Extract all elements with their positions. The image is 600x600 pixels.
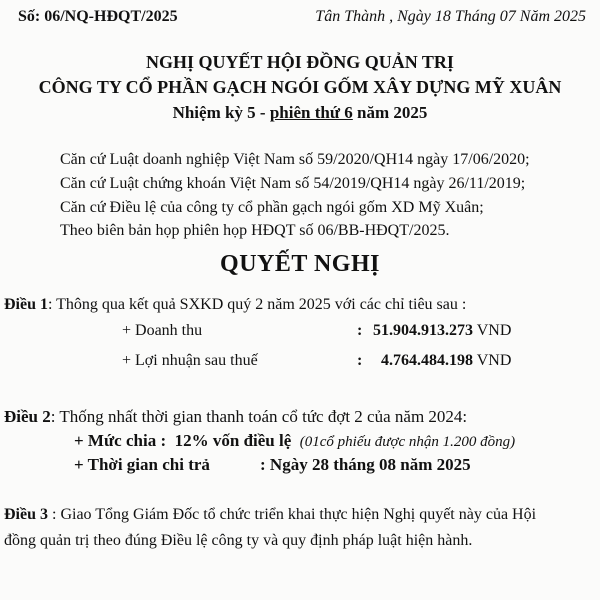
basis-line: Căn cứ Luật chứng khoán Việt Nam số 54/2019/QH14 ngày 26/11/2019; (60, 175, 526, 192)
article-3-line-1 (4, 506, 536, 524)
year-text: năm 2025 (352, 103, 428, 122)
title-line-1: NGHỊ QUYẾT HỘI ĐỒNG QUẢN TRỊ (146, 52, 454, 72)
article-2-text: : Thống nhất thời gian thanh toán cổ tức đợt 2 của năm 2024: (50, 407, 468, 426)
dividend-rate-label: + Mức chia : (74, 431, 167, 450)
term-text: Nhiệm kỳ 5 - (172, 103, 270, 122)
revenue-value (373, 322, 511, 340)
decision-heading: QUYẾT NGHỊ (220, 251, 380, 277)
payment-time-value: : Ngày 28 tháng 08 năm 2025 (260, 455, 471, 474)
basis-line: Theo biên bản họp phiên họp HĐQT số 06/BB-HĐQT/2025. (60, 222, 450, 239)
article-1-text: : Thông qua kết quả SXKD quý 2 năm 2025 với các chỉ tiêu sau : (48, 296, 467, 313)
revenue-unit: VND (476, 322, 512, 339)
article-1-label: Điều 1 (4, 296, 48, 313)
title-line-2: CÔNG TY CỔ PHẦN GẠCH NGÓI GỐM XÂY DỰNG MỸ XUÂN (38, 77, 562, 97)
profit-colon: : (357, 352, 363, 369)
dividend-rate-value: 12% vốn điều lệ (174, 431, 292, 450)
article-2 (4, 407, 467, 427)
dividend-rate-note: (01cổ phiếu được nhận 1.200 đồng) (299, 434, 516, 450)
article-2-label: Điều 2 (4, 407, 51, 426)
basis-line: Căn cứ Luật doanh nghiệp Việt Nam số 59/2020/QH14 ngày 17/06/2020; (60, 151, 530, 168)
revenue-amount: 51.904.913.273 (373, 322, 473, 339)
revenue-colon: : (357, 322, 363, 339)
document-number: Số: 06/NQ-HĐQT/2025 (18, 8, 178, 25)
basis-line: Căn cứ Điều lệ của công ty cổ phần gạch ngói gốm XD Mỹ Xuân; (60, 199, 484, 216)
article-3-label: Điều 3 (4, 506, 48, 523)
article-3-line-2: đồng quản trị theo đúng Điều lệ công ty và quy định pháp luật hiện hành. (4, 532, 473, 549)
profit-label: + Lợi nhuận sau thuế (122, 352, 258, 369)
title-line-3 (0, 103, 600, 123)
profit-amount: 4.764.484.198 (381, 352, 473, 369)
revenue-label: + Doanh thu (122, 322, 203, 339)
place-date: Tân Thành , Ngày 18 Tháng 07 Năm 2025 (315, 8, 586, 25)
session-text: phiên thứ 6 (269, 103, 353, 122)
profit-value (381, 352, 511, 370)
payment-time-label: + Thời gian chi trả (74, 455, 210, 474)
article-1 (4, 296, 466, 314)
profit-unit: VND (476, 352, 512, 369)
article-3-text: : Giao Tổng Giám Đốc tổ chức triển khai thực hiện Nghị quyết này của Hội (48, 506, 537, 523)
dividend-rate (74, 431, 515, 451)
